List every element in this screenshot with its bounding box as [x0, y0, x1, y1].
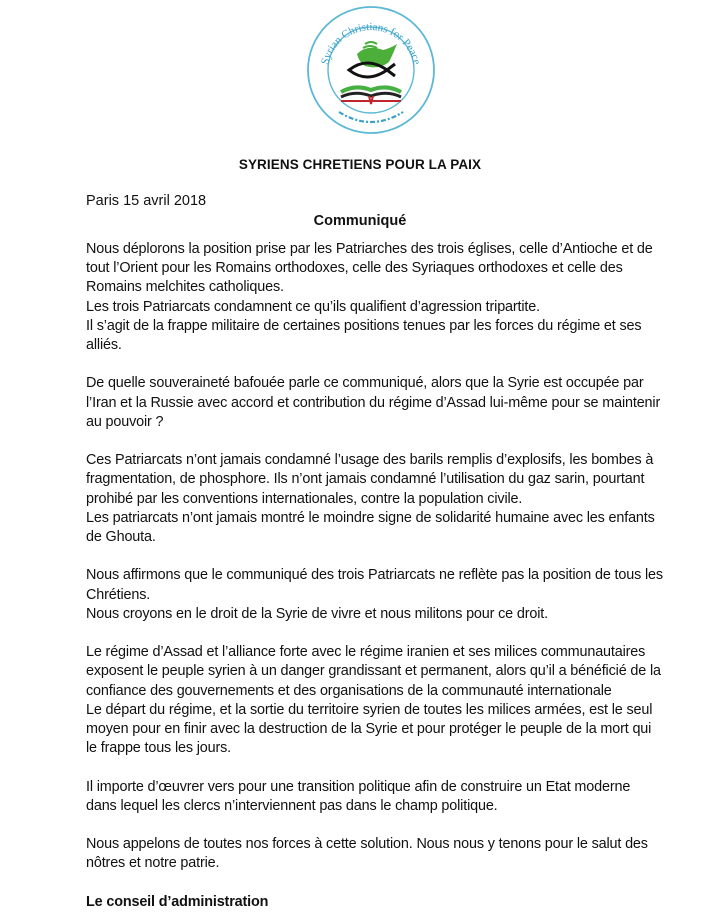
text-line: Nous affirmons que le communiqué des trois Patriarcats ne reflète pas la position de tous les [86, 567, 663, 584]
text-line: le frappe tous les jours. [86, 740, 232, 757]
ring-text: Syrian Christians for Peace [319, 20, 423, 66]
book-icon [341, 87, 401, 92]
text-line: exposent le peuple syrien à un danger grandissant et permanent, alors qu’il a bénéficié de la [86, 663, 661, 680]
text-line: alliés. [86, 337, 122, 354]
text-line: Nous croyons en le droit de la Syrie de vivre et nous militons pour ce droit. [86, 605, 548, 622]
text-line: confiance des gouvernements et des organisations de la communauté internationale [86, 682, 612, 699]
organization-logo [305, 4, 437, 136]
text-line: dans lequel les clercs n’interviennent pas dans le champ politique. [86, 797, 498, 814]
text-line: nôtres et notre patrie. [86, 855, 220, 872]
text-line: moyen pour en finir avec la destruction de la Syrie et pour protéger le peuple de la mort qui [86, 721, 652, 738]
document-subtitle: Communiqué [313, 213, 407, 229]
paragraph [86, 835, 676, 873]
text-line: De quelle souveraineté bafouée parle ce communiqué, alors que la Syrie est occupée par [86, 375, 644, 392]
organization-title: SYRIENS CHRETIENS POUR LA PAIX [238, 157, 482, 172]
text-line: de Ghouta. [86, 529, 156, 546]
text-line: Nous appelons de toutes nos forces à cette solution. Nous nous y tenons pour le salut des [86, 836, 648, 853]
paragraph [86, 240, 676, 355]
text-line: tout l’Orient pour les Romains orthodoxes, celle des Syriaques orthodoxes et celle des [86, 260, 623, 277]
paragraph [86, 451, 676, 547]
text-line: Les trois Patriarcats condamnent ce qu’ils qualifient d’agression tripartite. [86, 298, 540, 315]
text-line: Romains melchites catholiques. [86, 279, 284, 296]
text-line: l’Iran et la Russie avec accord et contribution du régime d’Assad lui-même pour se maintenir [86, 394, 661, 411]
paragraph [86, 643, 676, 758]
text-line: Il importe d’œuvrer vers pour une transition politique afin de construire un Etat moderne [86, 778, 631, 795]
text-line: Le départ du régime, et la sortie du territoire syrien de toutes les milices armées, est le seul [86, 701, 653, 718]
document-date: Paris 15 avril 2018 [86, 193, 207, 209]
text-line: fragmentation, de phosphore. Ils n’ont jamais condamné l’utilisation du gaz sarin, pourtant [86, 471, 645, 488]
paragraph [86, 374, 676, 432]
text-line: Chrétiens. [86, 586, 151, 603]
text-line: Nous déplorons la position prise par les Patriarches des trois églises, celle d’Antioche et de [86, 241, 653, 257]
text-line: Le régime d’Assad et l’alliance forte avec le régime iranien et ses milices communautaires [86, 644, 646, 661]
text-line: Il s’agit de la frappe militaire de certaines positions tenues par les forces du régime et ses [86, 317, 642, 334]
signature: Le conseil d’administration [86, 893, 269, 910]
text-line: prohibé par les conventions internationales, contre la population civile. [86, 490, 523, 507]
text-line: Ces Patriarcats n’ont jamais condamné l’usage des barils remplis d’explosifs, les bombes à [86, 452, 654, 469]
paragraph [86, 778, 676, 816]
document-body [86, 240, 676, 912]
text-line: Les patriarcats n’ont jamais montré le moindre signe de solidarité humaine avec les enfants [86, 509, 655, 526]
logo-emblem-icon [305, 4, 437, 136]
paragraph [86, 566, 676, 624]
text-line: au pouvoir ? [86, 413, 164, 430]
